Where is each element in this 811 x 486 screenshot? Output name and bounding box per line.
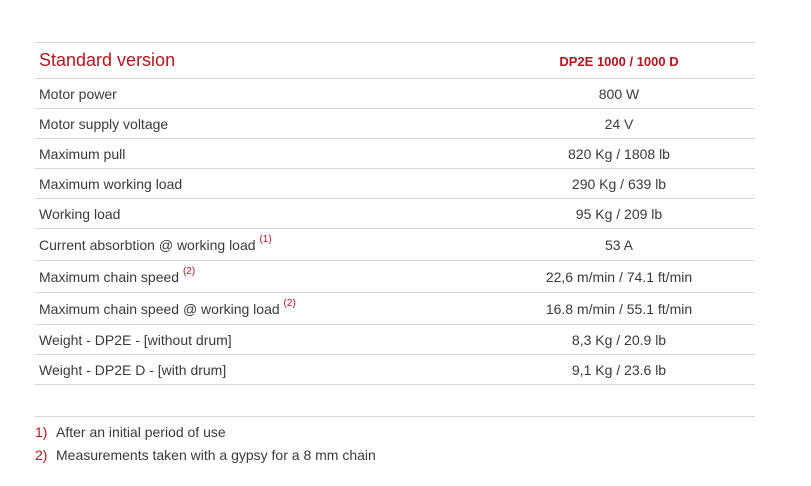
table-row xyxy=(35,79,755,109)
table-title-cell xyxy=(35,43,483,79)
row-value: 8,3 Kg / 20.9 lb xyxy=(483,325,755,355)
row-label: Maximum pull xyxy=(35,139,483,169)
row-label: Weight - DP2E D - [with drum] xyxy=(35,355,483,385)
row-label-cell xyxy=(35,293,483,325)
footnote-text: After an initial period of use xyxy=(56,424,226,440)
model-cell xyxy=(483,43,755,79)
row-label: Working load xyxy=(35,199,483,229)
row-label: Motor supply voltage xyxy=(35,109,483,139)
footnote-ref: (2) xyxy=(182,265,196,277)
row-label: Maximum chain speed xyxy=(39,268,180,285)
table-row xyxy=(35,199,755,229)
table-row xyxy=(35,325,755,355)
table-row xyxy=(35,261,755,293)
footnote-text: Measurements taken with a gypsy for a 8 mm chain xyxy=(56,447,376,463)
footnote-number: 2) xyxy=(35,447,48,463)
row-value: 22,6 m/min / 74.1 ft/min xyxy=(483,261,755,293)
row-value: 800 W xyxy=(483,79,755,109)
footnote-item xyxy=(35,444,755,467)
footnotes xyxy=(35,416,755,467)
row-label: Maximum working load xyxy=(35,169,483,199)
row-label: Weight - DP2E - [without drum] xyxy=(35,325,483,355)
model-name: DP2E 1000 / 1000 D xyxy=(559,53,679,69)
footnote-number: 1) xyxy=(35,424,48,440)
row-value: 24 V xyxy=(483,109,755,139)
row-label: Maximum chain speed @ working load xyxy=(39,300,280,317)
row-label: Current absorbtion @ working load xyxy=(39,236,256,253)
row-label-cell xyxy=(35,229,483,261)
spec-table xyxy=(35,42,755,385)
row-value: 95 Kg / 209 lb xyxy=(483,199,755,229)
table-title: Standard version xyxy=(39,50,176,70)
footnote-ref: (2) xyxy=(283,297,296,309)
spec-table-container xyxy=(35,42,755,385)
table-row xyxy=(35,293,755,325)
footnote-item xyxy=(35,421,755,444)
row-value: 9,1 Kg / 23.6 lb xyxy=(483,355,755,385)
row-value: 290 Kg / 639 lb xyxy=(483,169,755,199)
row-value: 16.8 m/min / 55.1 ft/min xyxy=(483,293,755,325)
row-value: 53 A xyxy=(483,229,755,261)
table-header-row xyxy=(35,43,755,79)
footnote-ref: (1) xyxy=(259,233,272,245)
table-row xyxy=(35,109,755,139)
row-label: Motor power xyxy=(35,79,483,109)
row-label-cell xyxy=(35,261,483,293)
row-value: 820 Kg / 1808 lb xyxy=(483,139,755,169)
table-row xyxy=(35,169,755,199)
table-row xyxy=(35,355,755,385)
table-row xyxy=(35,139,755,169)
table-row xyxy=(35,229,755,261)
